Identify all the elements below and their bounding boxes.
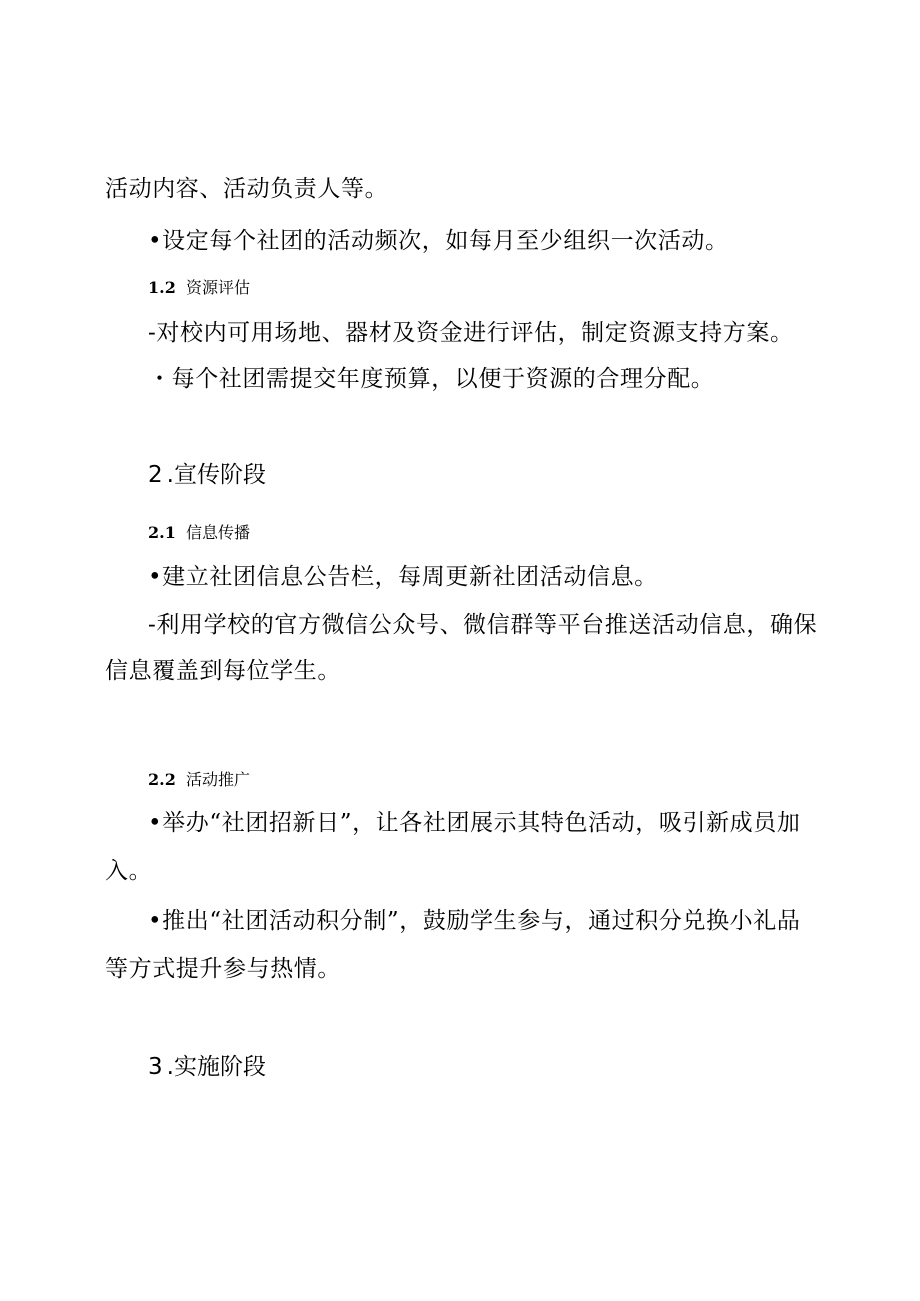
subsection-heading-2-1 [148, 523, 250, 543]
body-text-line: 等方式提升参与热情。 [105, 956, 341, 982]
subsection-number: 2.1 [148, 523, 176, 542]
bullet-item-recruitment-day: •举办“社团招新日”，让各社团展示其特色活动，吸引新成员加 [148, 810, 801, 836]
dash-item-wechat-promotion: -利用学校的官方微信公众号、微信群等平台推送活动信息，确保 [148, 612, 818, 638]
body-text-line: 活动内容、活动负责人等。 [105, 176, 389, 202]
bullet-item-activity-frequency: •设定每个社团的活动频次，如每月至少组织一次活动。 [148, 228, 729, 254]
section-number: 2 [148, 462, 163, 488]
subsection-title: 资源评估 [186, 278, 251, 297]
subsection-title: 信息传播 [186, 523, 251, 542]
body-text-line: 信息覆盖到每位学生。 [105, 658, 341, 684]
subsection-number: 1.2 [148, 278, 176, 297]
body-text-line: 入。 [105, 858, 153, 884]
dash-item-resource-evaluation: -对校内可用场地、器材及资金进行评估，制定资源支持方案。 [148, 320, 794, 346]
bullet-item-points-system: •推出“社团活动积分制”，鼓励学生参与，通过积分兑换小礼品 [148, 908, 801, 934]
subsection-heading-1-2 [148, 278, 250, 298]
section-number: 3 [148, 1054, 163, 1080]
section-title: .宣传阶段 [166, 462, 266, 488]
subsection-title: 活动推广 [186, 770, 251, 789]
section-heading-2 [148, 460, 266, 490]
subsection-heading-2-2 [148, 770, 250, 790]
section-title: .实施阶段 [166, 1054, 266, 1080]
subsection-number: 2.2 [148, 770, 176, 789]
bullet-item-annual-budget: ・每个社团需提交年度预算，以便于资源的合理分配。 [148, 366, 715, 392]
section-heading-3 [148, 1052, 266, 1082]
bullet-item-bulletin-board: •建立社团信息公告栏，每周更新社团活动信息。 [148, 564, 658, 590]
